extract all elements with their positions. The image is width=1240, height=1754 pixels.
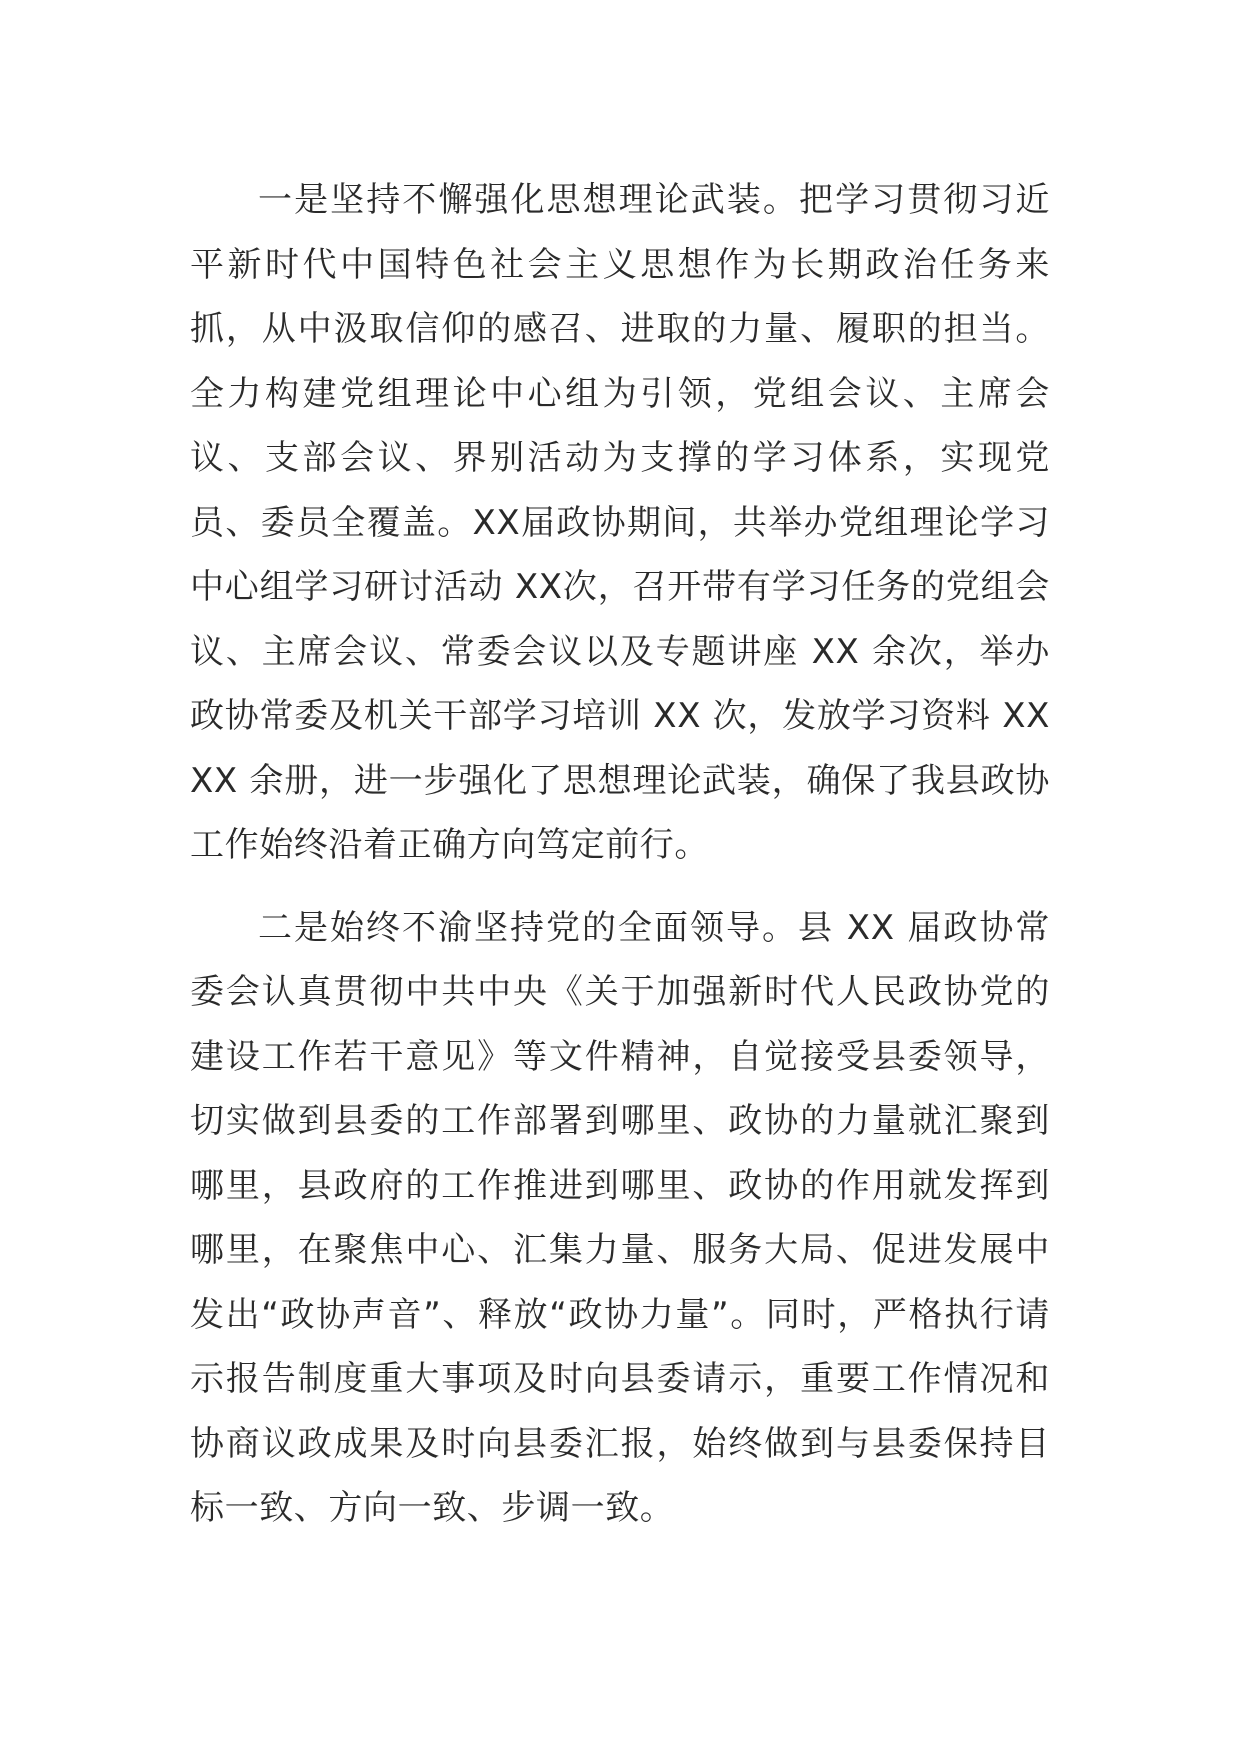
paragraph-party-leadership: 二是始终不渝坚持党的全面领导。县 XX 届政协常委会认真贯彻中共中央《关于加强新时代人民政协党的建设工作若干意见》等文件精神，自觉接受县委领导，切实做到县委的工作部署到哪里、政协的力量就汇聚到哪里，县政府的工作推进到哪里、政协的作用就发挥到哪里，在聚焦中心、汇集力量、服务大局、促进发展中发出“政协声音”、释放“政协力量”。同时，严格执行请示报告制度重大事项及时向县委请示，重要工作情况和协商议政成果及时向县委汇报，始终做到与县委保持目标一致、方向一致、步调一致。	[190, 907, 1050, 1528]
document-body	[190, 168, 1050, 1541]
paragraph-ideological-theory: 一是坚持不懈强化思想理论武装。把学习贯彻习近平新时代中国特色社会主义思想作为长期政治任务来抓，从中汲取信仰的感召、进取的力量、履职的担当。全力构建党组理论中心组为引领，党组会议、主席会议、支部会议、界别活动为支撑的学习体系，实现党员、委员全覆盖。XX届政协期间，共举办党组理论学习中心组学习研讨活动 XX次，召开带有学习任务的党组会议、主席会议、常委会议以及专题讲座 XX 余次，举办政协常委及机关干部学习培训 XX 次，发放学习资料 XXXX 余册，进一步强化了思想理论武装，确保了我县政协工作始终沿着正确方向笃定前行。	[190, 180, 1050, 865]
